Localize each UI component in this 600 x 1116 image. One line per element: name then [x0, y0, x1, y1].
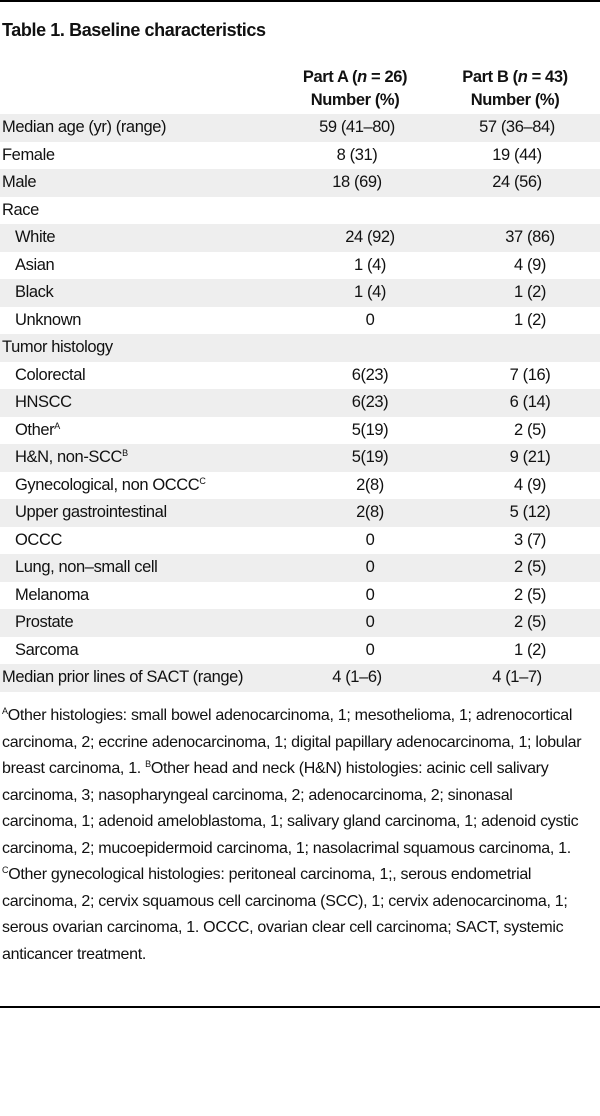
footnote-marker-b: B	[145, 759, 151, 769]
table-row: Black 1 (4) 1 (2)	[0, 279, 600, 307]
footnote-marker-a: A	[2, 706, 8, 716]
table-row: Sarcoma 0 1 (2)	[15, 640, 546, 659]
column-header-part-b-line1: Part B (n = 43)	[462, 68, 568, 86]
footnote-b-text: Other head and neck (H&N) histologies: acinic cell salivary carcinoma, 3; nasopharyngeal carcinoma, 2; adenocarcinoma, 2; sinonasal carcinoma, 1; adenoid ameloblastoma, 1; salivary gland carcinoma, 1; adenoid cystic carcinoma, 2; mucoepidermoid carcinoma, 1; nasolacrimal squamous carcinoma, 1.	[2, 760, 579, 857]
table-body	[0, 114, 600, 692]
table-row: Unknown 0 1 (2)	[15, 310, 546, 329]
table-title: Table 1. Baseline characteristics	[2, 20, 266, 40]
table-row: HNSCC 6(23) 6 (14)	[0, 389, 600, 417]
footnote-marker-c: C	[2, 865, 9, 875]
table-row: White 24 (92) 37 (86)	[0, 224, 600, 252]
table-row: Other$^A$ 5(19) 2 (5)	[15, 420, 546, 439]
table-row: Female 8 (31) 19 (44)	[2, 145, 542, 164]
table-row: Upper gastrointestinal 2(8) 5 (12)	[0, 499, 600, 527]
table-row: Melanoma 0 2 (5)	[15, 585, 546, 604]
table-footnotes	[2, 703, 582, 968]
footnote-marker: B	[122, 448, 128, 459]
footnote-c-text: Other gynecological histologies: peritoneal carcinoma, 1;, serous endometrial carcinoma, 2; cervix squamous cell carcinoma (SCC), 1; cervix adenocarcinoma, 1; serous ovarian carcinoma, 1. OCCC, ovarian clear cell carcinoma; SACT, systemic anticancer treatment.	[2, 866, 568, 963]
table-row: Median prior lines of SACT (range) 4 (1–6) 4 (1–7)	[0, 664, 600, 692]
footnote-a-text: Other histologies: small bowel adenocarcinoma, 1; mesothelioma, 1; adrenocortical carcinoma, 2; eccrine adenocarcinoma, 1; digital papillary adenocarcinoma, 1; lobular breast carcinoma, 1.	[2, 707, 582, 777]
footnote-marker: A	[54, 420, 60, 431]
table-row: Asian 1 (4) 4 (9)	[15, 255, 546, 274]
table-row: H&N, non-$SCC^B$ 5(19) 9 (21)	[0, 444, 600, 472]
table-row: Median age (yr) (range) 59 (41–80) 57 (36–84)	[0, 114, 600, 142]
table-row: Prostate 0 2 (5)	[0, 609, 600, 637]
column-header-part-b	[440, 66, 590, 114]
footnote-marker: C	[199, 475, 206, 486]
table-bottom-rule	[0, 1006, 600, 1008]
table-row-section-tumor-histology: Tumor histology	[0, 334, 600, 362]
table-row: Gynecological, non $OCCC^C$ 2(8) 4 (9)	[15, 475, 546, 494]
table-row: OCCC 0 3 (7)	[15, 530, 546, 549]
column-header-part-a-line2: Number (%)	[310, 91, 400, 109]
table-row-section-race: Race	[2, 200, 39, 219]
table-top-rule	[0, 0, 600, 2]
column-header-part-a-line1: Part A (n = 26)	[302, 68, 408, 86]
column-header-part-a	[280, 66, 430, 114]
column-header-part-b-line2: Number (%)	[470, 91, 560, 109]
table-row: Colorectal 6(23) 7 (16)	[15, 365, 551, 384]
table-row: Lung, non–small cell 0 2 (5)	[0, 554, 600, 582]
table-row: Male 18 (69) 24 (56)	[0, 169, 600, 197]
